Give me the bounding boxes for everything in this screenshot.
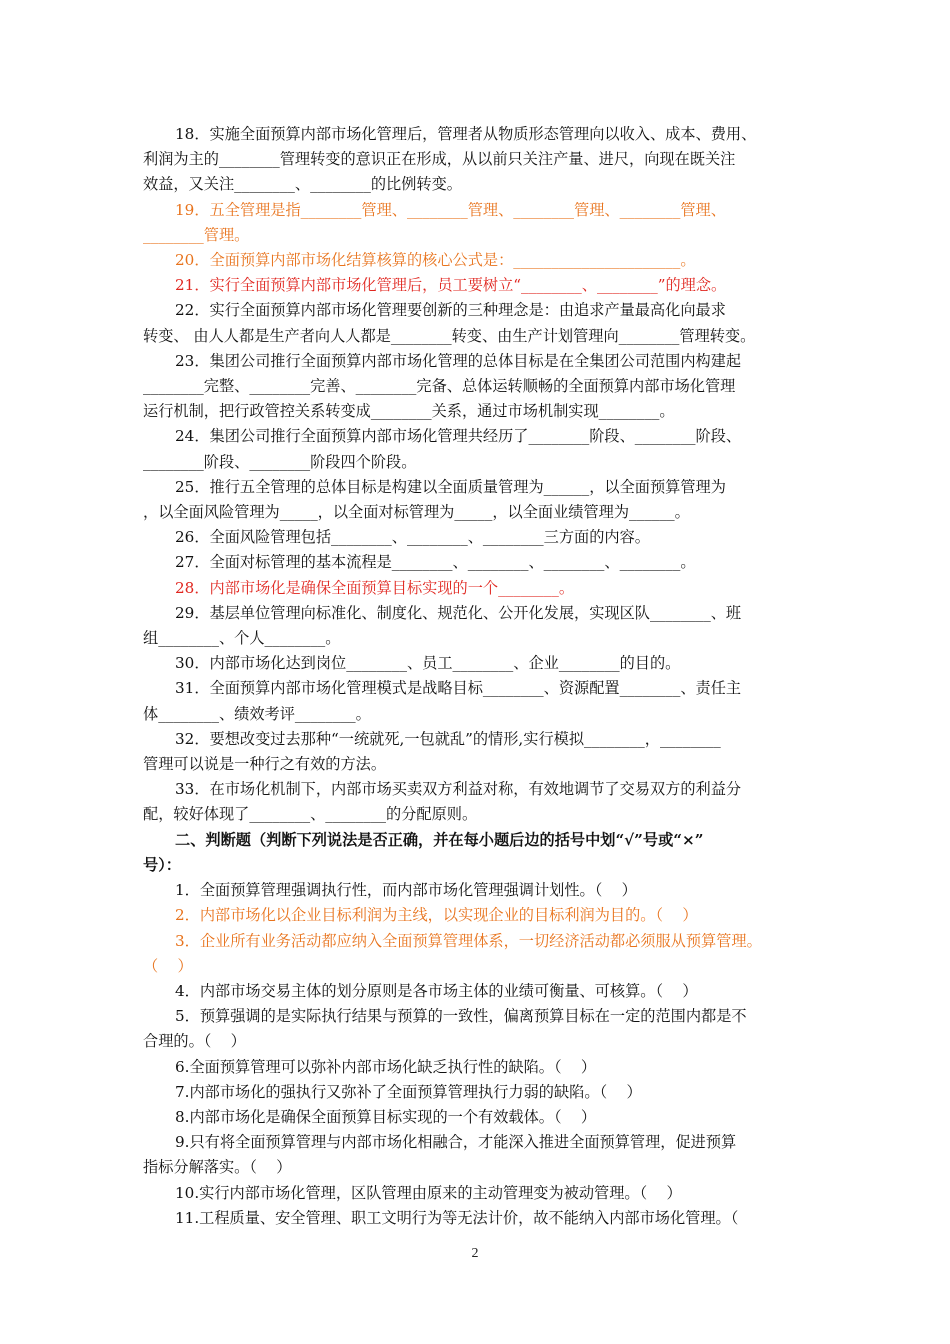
text-line: 6.全面预算管理可以弥补内部市场化缺乏执行性的缺陷。（ ） — [175, 1057, 597, 1076]
text-line: ________阶段、________阶段四个阶段。 — [143, 452, 417, 471]
text-line: 2．内部市场化以企业目标利润为主线，以实现企业的目标利润为目的。（ ） — [175, 906, 698, 925]
text-line: 合理的。（ ） — [143, 1032, 246, 1051]
text-line: 24．集团公司推行全面预算内部市场化管理共经历了________阶段、________阶段、 — [175, 427, 742, 446]
text-line: 26．全面风险管理包括________、________、________三方面的内容。 — [175, 528, 650, 547]
text-line: 11.工程质量、安全管理、职工文明行为等无法计价，故不能纳入内部市场化管理。（ — [175, 1208, 739, 1227]
text-line: 29．基层单位管理向标准化、制度化、规范化、公开化发展，实现区队________、班 — [175, 603, 742, 622]
text-line: 31．全面预算内部市场化管理模式是战略目标________、资源配置________、责任主 — [175, 679, 742, 698]
text-line: 号）： — [143, 855, 181, 874]
document-body — [143, 122, 813, 1231]
text-line: 18．实施全面预算内部市场化管理后，管理者从物质形态管理向以收入、成本、费用、 — [175, 125, 757, 143]
page-number: 2 — [471, 1246, 479, 1261]
text-line: 27．全面对标管理的基本流程是________、________、________、________。 — [175, 553, 696, 572]
text-line: 配，较好体现了________、________的分配原则。 — [143, 805, 478, 824]
text-line: ，以全面风险管理为_____，以全面对标管理为_____，以全面业绩管理为______。 — [143, 503, 690, 522]
text-line: 8.内部市场化是确保全面预算目标实现的一个有效载体。（ ） — [175, 1107, 597, 1126]
text-line: 9.只有将全面预算管理与内部市场化相融合，才能深入推进全面预算管理，促进预算 — [175, 1133, 737, 1152]
text-line: 25．推行五全管理的总体目标是构建以全面质量管理为______，以全面预算管理为 — [175, 477, 726, 496]
text-line: 利润为主的________管理转变的意识正在形成，从以前只关注产量、进尺，向现在既关注 — [143, 150, 736, 169]
text-line: 体________、绩效考评________。 — [143, 704, 371, 723]
text-line: 效益，又关注________、________的比例转变。 — [143, 175, 462, 194]
text-line: 运行机制，把行政管控关系转变成________关系，通过市场机制实现________。 — [143, 402, 675, 421]
text-line: 组________、个人________。 — [143, 629, 341, 648]
text-line: 3．企业所有业务活动都应纳入全面预算管理体系，一切经济活动都必须服从预算管理。 — [175, 931, 762, 950]
text-line: （ ） — [143, 956, 193, 975]
text-line: 转变、 由人人都是生产者向人人都是________转变、由生产计划管理向________管理转变。 — [143, 326, 756, 345]
text-line: 1．全面预算管理强调执行性，而内部市场化管理强调计划性。（ ） — [175, 881, 637, 900]
text-line: 28．内部市场化是确保全面预算目标实现的一个________。 — [175, 578, 575, 597]
text-line: 10.实行内部市场化管理，区队管理由原来的主动管理变为被动管理。（ ） — [175, 1183, 682, 1202]
text-line: 33．在市场化机制下，内部市场买卖双方利益对称，有效地调节了交易双方的利益分 — [175, 780, 742, 799]
text-line: ________管理。 — [143, 225, 250, 244]
text-line: 32．要想改变过去那种“一统就死,一包就乱”的情形,实行模拟________，________ — [175, 729, 721, 748]
text-line: 4．内部市场交易主体的划分原则是各市场主体的业绩可衡量、可核算。（ ） — [175, 981, 698, 1000]
text-line: 19．五全管理是指________管理、________管理、________管理、________管理、 — [175, 200, 726, 219]
text-line: 23．集团公司推行全面预算内部市场化管理的总体目标是在全集团公司范围内构建起 — [175, 351, 742, 370]
text-line: 21．实行全面预算内部市场化管理后，员工要树立“________、________”的理念。 — [175, 276, 727, 295]
text-line: ________完整、________完善、________完备、总体运转顺畅的全面预算内部市场化管理 — [143, 377, 736, 396]
text-line: 5．预算强调的是实际执行结果与预算的一致性，偏离预算目标在一定的范围内都是不 — [175, 1007, 747, 1026]
text-line: 7.内部市场化的强执行又弥补了全面预算管理执行力弱的缺陷。（ ） — [175, 1082, 642, 1101]
text-line: 二、判断题（判断下列说法是否正确，并在每小题后边的括号中划“√”号或“×” — [175, 830, 704, 849]
text-line: 22．实行全面预算内部市场化管理要创新的三种理念是：由追求产量最高化向最求 — [175, 301, 726, 320]
text-line: 管理可以说是一种行之有效的方法。 — [143, 755, 386, 774]
text-line: 指标分解落实。（ ） — [143, 1158, 292, 1177]
text-line: 30．内部市场化达到岗位________、员工________、企业________的目的。 — [175, 654, 681, 673]
text-line: 20．全面预算内部市场化结算核算的核心公式是：______________________。 — [175, 251, 696, 270]
